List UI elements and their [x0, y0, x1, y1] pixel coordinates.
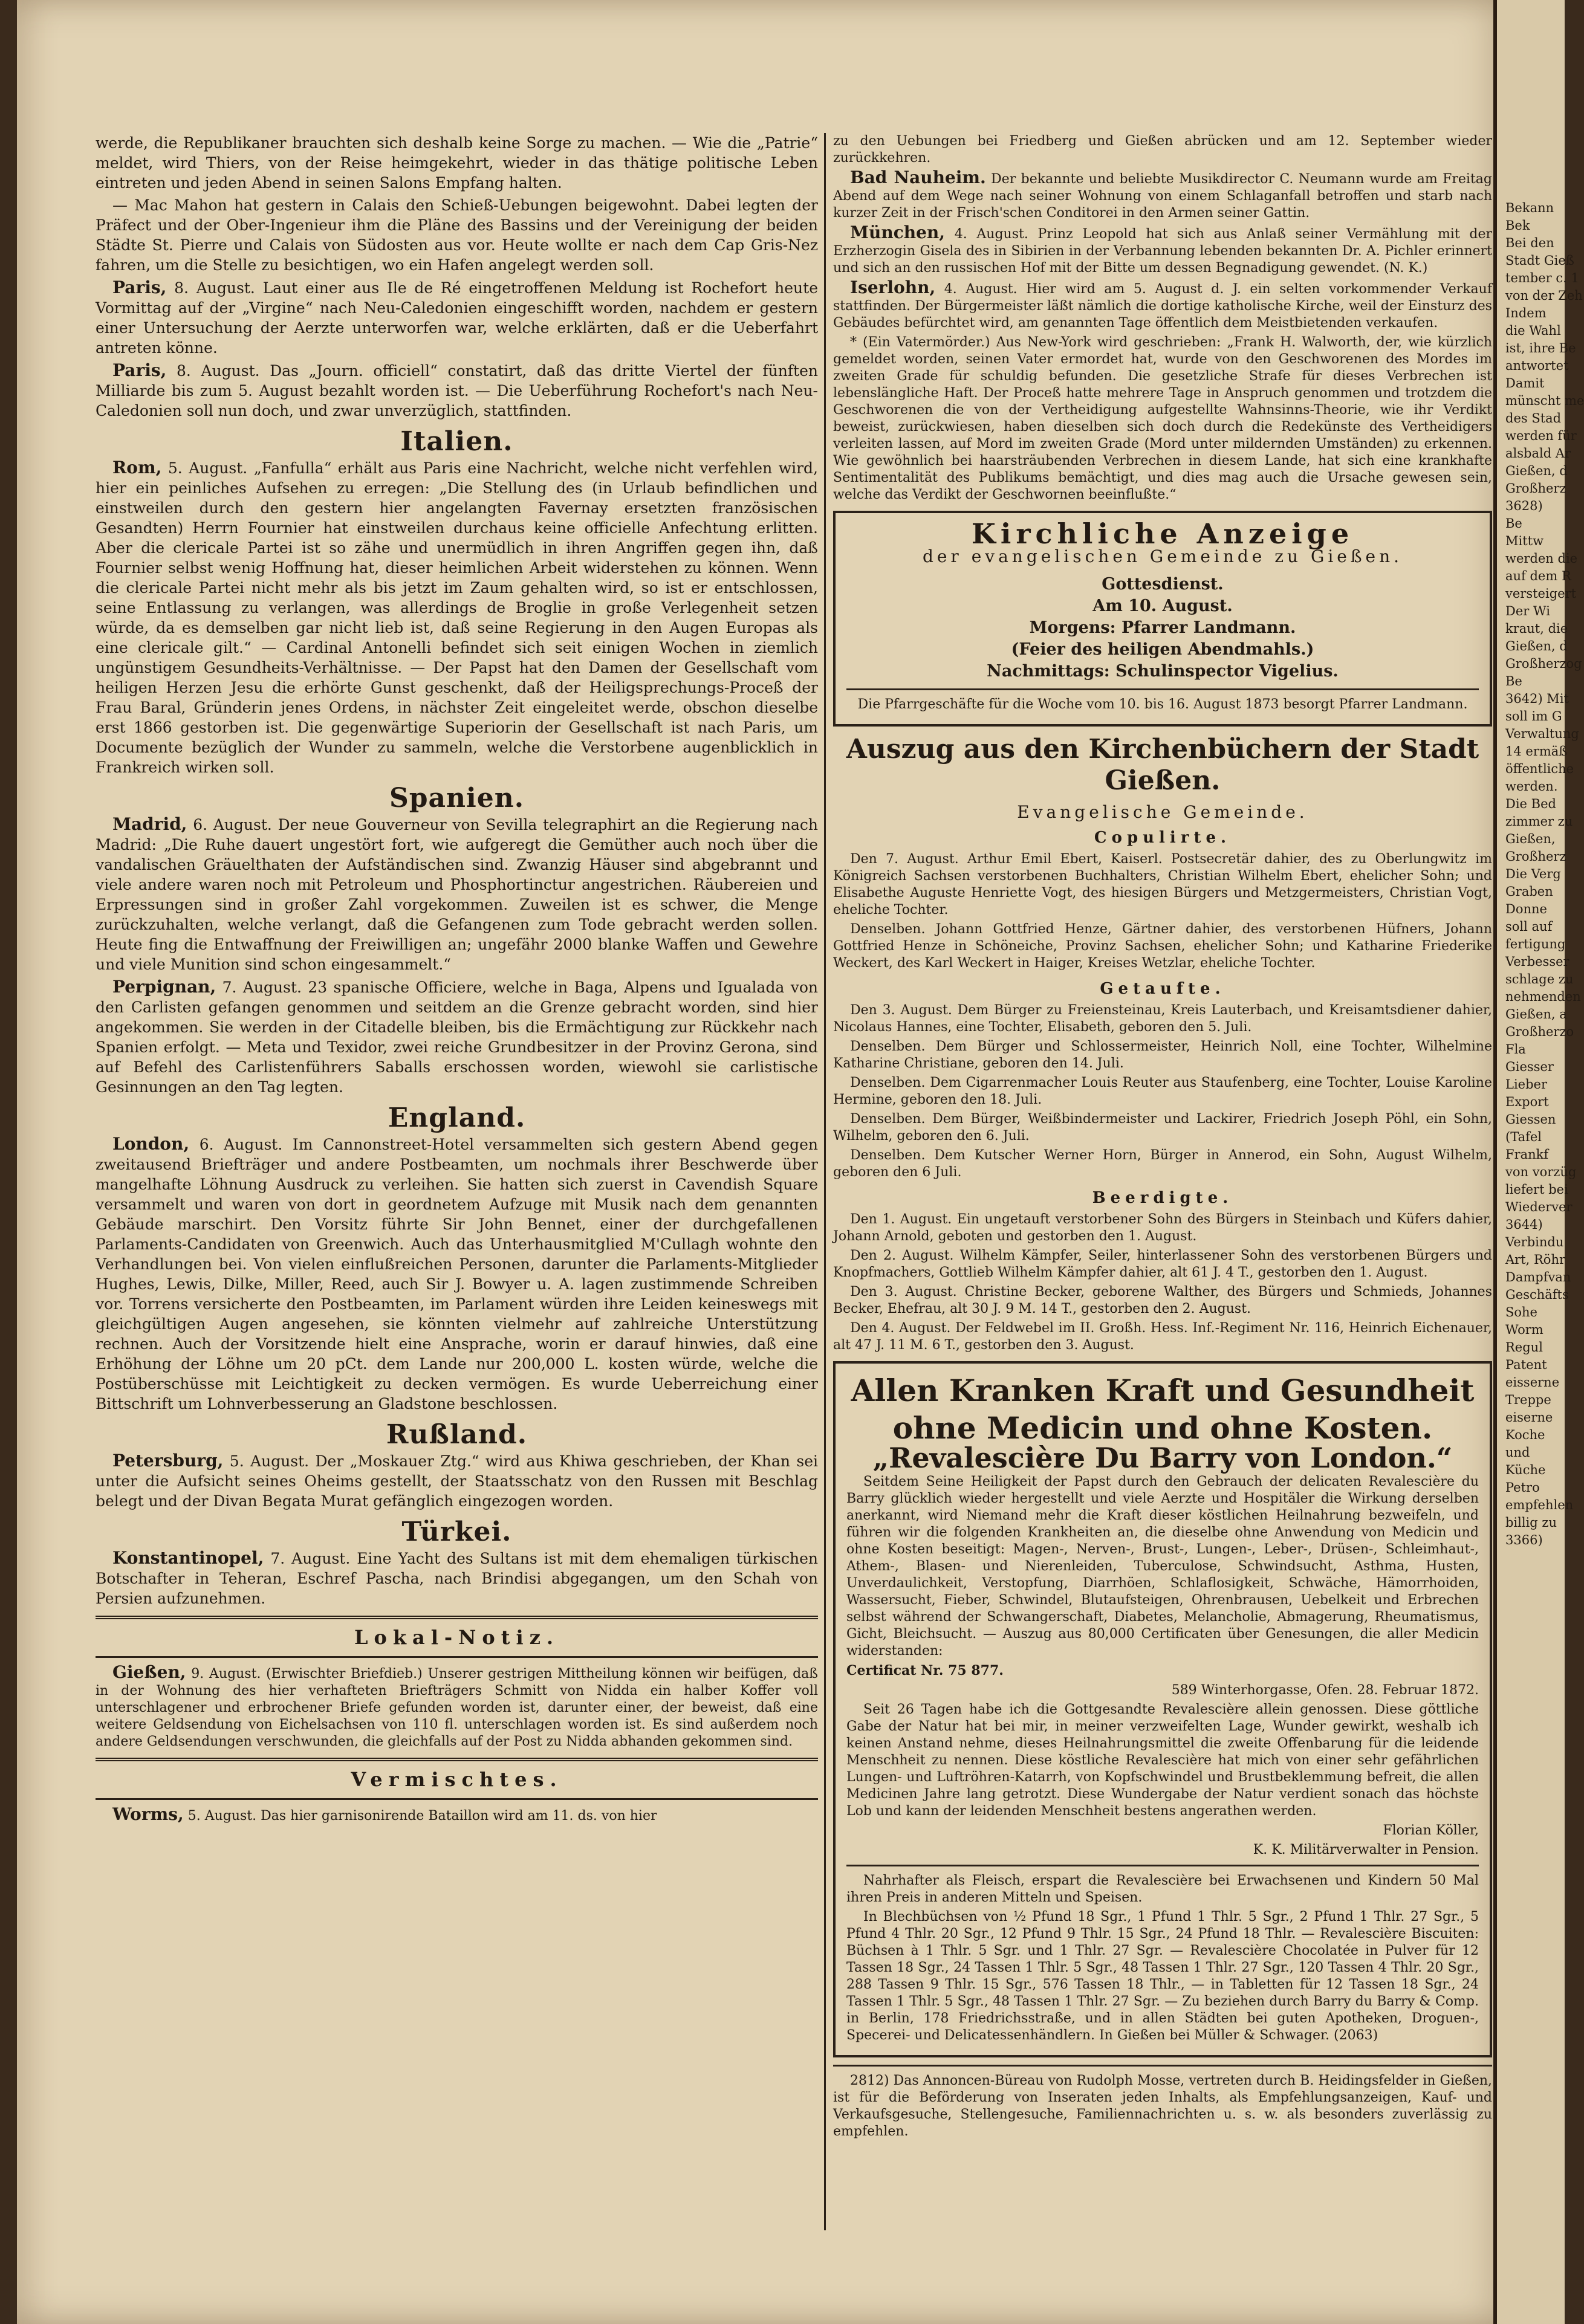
adjacent-page-fragment: 3628): [1505, 499, 1543, 513]
news-continuation: zu den Uebungen bei Friedberg und Gießen abrücken und am 12. September wieder zurückkehren.: [833, 134, 1492, 166]
section-rule: [96, 1758, 818, 1761]
section-heading-tuerkei: Türkei.: [401, 1516, 512, 1547]
adjacent-page-fragment: Großherzog: [1505, 656, 1582, 671]
news-text: 8. August. Das „Journ. officiell“ constatirt, daß das dritte Viertel der fünften Milliarde bis zum 5. August bezahlt worden ist. — Die Ueberführung Rochefort's nach Neu-Caledonien soll nun doch, und zwar unverzüglich, stattfinden.: [96, 362, 818, 419]
news-text: 4. August. Hier wird am 5. August d. J. ein selten vorkommender Verkauf stattfinden. Der Bürgermeister läßt nämlich die dortige katholische Kirche, weil der Einsturz des Gebäudes befürchtet wird, am genannten Tage öffentlich dem Meistbietenden verkaufen.: [833, 282, 1492, 331]
adjacent-page-fragment: 3644): [1505, 1217, 1543, 1232]
register-entry: Denselben. Johann Gottfried Henze, Gärtner dahier, des verstorbenen Hüfners, Johann Gottfried Henze in Schöneiche, Provinz Sachsen, ehelicher Sohn; und Katharine Friederike Weckert, des Karl Weckert in Haiger, Kreises Wetzlar, eheliche Tochter.: [833, 922, 1492, 971]
adjacent-page-fragment: münscht me: [1505, 393, 1584, 408]
adjacent-page-fragment: Frankf: [1505, 1147, 1549, 1162]
register-subtitle: Evangelische Gemeinde.: [1017, 802, 1308, 822]
ad-price-list: In Blechbüchsen von ½ Pfund 18 Sgr., 1 Pfund 1 Thlr. 5 Sgr., 2 Pfund 1 Thlr. 27 Sgr., 5 Pfund 4 Thlr. 20 Sgr., 12 Pfund 9 Thlr. 15 Sgr., 24 Pfund 18 Thlr. — Revalescière Biscuiten: Büchsen à 1 Thlr. 5 Sgr. und 1 Thlr. 27 Sgr. — Revalescière Chocolatée in Pulver für 12 Tassen 18 Sgr., 24 Tassen 1 Thlr. 5 Sgr., 48 Tassen 1 Thlr. 27 Sgr., 120 Tassen 4 Thlr. 20 Sgr., 288 Tassen 9 Thlr. 15 Sgr., 576 Tassen 18 Thlr., — in Tabletten für 12 Tassen 18 Sgr., 24 Tassen 1 Thlr. 5 Sgr., 48 Tassen 1 Thlr. 27 Sgr. — Zu beziehen durch Barry du Barry & Comp. in Berlin, 178 Friedrichsstraße, und in allen Städten bei guten Apotheken, Droguen-, Specerei- und Delicatessenhändlern. In Gießen bei Müller & Schwager. (2063): [846, 1909, 1479, 2043]
register-entry: Den 4. August. Der Feldwebel im II. Großh. Hess. Inf.-Regiment Nr. 116, Heinrich Eichenauer, alt 47 J. 11 M. 6 T., gestorben den 3. August.: [833, 1321, 1492, 1353]
box-rule: [846, 688, 1479, 690]
ad-paragraph: Seit 26 Tagen habe ich die Gottgesandte Revalescière allein genossen. Diese göttliche Gabe der Natur hat bei mir, in meiner verzweifelten Lage, Wunder gewirkt, weshalb ich keinen Anstand nehme, dieses Heilnahrungsmittel die zweite Offenbarung für die leidende Menschheit zu nennen. Diese köstliche Revalescière hat mich von einer sehr gefährlichen Lungen- und Luftröhren-Katarrh, von Kopfschwindel und Brustbeklemmung befreit, die allen Medicinen Jahre lang getrotzt. Diese Wundergabe der Natur verdient sonach das höchste Lob und kann der leidenden Menschheit bestens angerathen werden.: [846, 1702, 1479, 1819]
register-entry: Denselben. Dem Cigarrenmacher Louis Reuter aus Staufenberg, eine Tochter, Louise Karoline Hermine, geboren den 18. Juli.: [833, 1075, 1492, 1107]
column-divider: [824, 133, 826, 2230]
register-heading-copulirte: Copulirte.: [1094, 829, 1232, 847]
adjacent-page-fragment: Indem: [1505, 306, 1547, 320]
ad-paragraph: Seitdem Seine Heiligkeit der Papst durch den Gebrauch der delicaten Revalescière du Barry glücklich wieder hergestellt und viele Aerzte und Hospitäler die Wirkung derselben anerkannt, wird Niemand mehr die Kraft dieser köstlichen Heilnahrung bezweifeln, und führen wir die folgenden Krankheiten an, die dieselbe ohne Anwendung von Medicin und ohne Kosten beseitigt: Magen-, Nerven-, Brust-, Lungen-, Leber-, Drüsen-, Schleimhaut-, Athem-, Blasen- und Nierenleiden, Tuberculose, Schwindsucht, Asthma, Husten, Unverdaulichkeit, Verstopfung, Diarrhöen, Schlaflosigkeit, Schwäche, Hämorrhoiden, Wassersucht, Fieber, Schwindel, Blutaufsteigen, Ohrenbrausen, Uebelkeit und Erbrechen selbst während der Schwangerschaft, Diabetes, Melancholie, Abmagerung, Rheumatismus, Gicht, Bleichsucht. — Auszug aus 80,000 Certificaten über Genesungen, die aller Medicin widerstanden:: [846, 1474, 1479, 1659]
news-text: 5. August. Das hier garnisonirende Bataillon wird am 11. ds. von hier: [187, 1808, 657, 1824]
news-item: [833, 279, 1492, 332]
register-entry: Den 3. August. Christine Becker, geborene Walther, des Bürgers und Schmieds, Johannes Becker, Ehefrau, alt 30 J. 9 M. 14 T., gestorben den 2. August.: [833, 1284, 1492, 1316]
adjacent-page-fragment: Verwaltung: [1505, 727, 1579, 741]
certificate-place-date: 589 Winterhorgasse, Ofen. 28. Februar 1872.: [1171, 1683, 1479, 1698]
section-rule: [96, 1616, 818, 1619]
section-heading-england: England.: [388, 1102, 526, 1133]
dateline: Rom,: [112, 458, 162, 477]
right-column: [833, 133, 1492, 2143]
adjacent-page-fragment: Giessen: [1505, 1112, 1556, 1127]
adjacent-page-fragment: zimmer zu: [1505, 814, 1573, 829]
adjacent-page-fragment: 3642) Mit: [1505, 691, 1569, 706]
adjacent-page-fragment: liefert bei: [1505, 1182, 1568, 1197]
service-afternoon: Nachmittags: Schulinspector Vigelius.: [987, 662, 1339, 681]
adjacent-page-fragment: Großherz: [1505, 849, 1566, 864]
adjacent-page-fragment: Dampfvan: [1505, 1270, 1571, 1284]
revalesciere-advertisement: [833, 1361, 1492, 2057]
news-item: * (Ein Vatermörder.) Aus New-York wird geschrieben: „Frank H. Walworth, der, wie kürzlich gemeldet worden, seinen Vater ermordet hat, wurde von den Geschworenen des Mordes im zweiten Grade für schuldig befunden. Die gesetzliche Strafe für dieses Verbrechen ist lebenslängliche Haft. Der Proceß hatte mehrere Tage in Anspruch genommen und trotzdem die Geschworenen die von der Vertheidigung aufgestellte Wahnsinns-Theorie, wie ihr Verdikt beweist, zurückwiesen, haben dieselben sich doch durch die Redekünste des Vertheidigers verleiten lassen, auf Mord im zweiten Grade (Mord unter mildernden Umständen) zu erkennen. Wie gewöhnlich bei haarsträubenden Verbrechen in diesem Lande, hat sich eine krankhafte Sentimentalität des Publikums bemächtigt, und dies mag auch die Ursache gewesen sein, welche das Verdikt der Geschwornen beeinflußte.“: [833, 335, 1492, 502]
article-paragraph: — Mac Mahon hat gestern in Calais den Schieß-Uebungen beigewohnt. Dabei legten der Präfect und der Ober-Ingenieur ihm die Pläne des Bassins und der Vereinigung der beiden Städte St. Pierre und Calais von Südosten aus vor. Heute wollte er nach dem Cap Gris-Nez fahren, um die Stelle zu besichtigen, wo ein Hafen angelegt werden soll.: [96, 196, 818, 274]
adjacent-page-fragment: Donne: [1505, 902, 1547, 916]
adjacent-page-fragment: Gießen, a: [1505, 1007, 1567, 1021]
article-paragraph: werde, die Republikaner brauchten sich deshalb keine Sorge zu machen. — Wie die „Patrie“ meldet, wird Thiers, von der Reise heimgekehrt, wieder in das thätige politische Leben eintreten und jeden Abend in seinen Salons Empfang halten.: [96, 134, 818, 192]
register-title: Auszug aus den Kirchenbüchern der Stadt Gießen.: [846, 734, 1479, 796]
register-entry: Denselben. Dem Bürger, Weißbindermeister und Lackirer, Friedrich Joseph Pöhl, ein Sohn, Wilhelm, geboren den 6. Juli.: [833, 1112, 1492, 1144]
section-heading-russland: Rußland.: [386, 1419, 528, 1450]
adjacent-page-fragment: eiserne: [1505, 1410, 1553, 1425]
adjacent-page-fragment: Be: [1505, 674, 1522, 688]
news-item: [96, 1548, 818, 1608]
ad-title: Allen Kranken Kraft und Gesundheit ohne Medicin und ohne Kosten.: [851, 1373, 1475, 1446]
news-text: 5. August. „Fanfulla“ erhält aus Paris eine Nachricht, welche nicht verfehlen wird, hier ein peinliches Aufsehen zu erregen: „Die Stellung des (in Urlaub befindlichen und einstweilen durch den gestern hier angelangten Favernay ersetzten französischen Gesandten) Herrn Fournier hat einstweilen durchaus keine officielle Anfechtung erlitten. Aber die clericale Partei ist so zähe und unermüdlich in ihren Angriffen gegen ihn, daß Fournier selbst wenig Hoffnung hat, dieser heimlichen Arbeit widerstehen zu können. Wenn die clericale Partei nicht mehr als bis jetzt im Zaum gehalten wird, so ist er entschlossen, seine Entlassung zu verlangen, was allerdings de Broglie in große Verlegenheit setzen würde, da es demselben gar nicht lieb ist, daß seine Regierung in den Augen Europas als eine clericale gilt.“ — Cardinal Antonelli befindet sich seit einigen Wochen in ziemlich ungünstigem Gesundheits-Verhältnisse. — Der Papst hat den Damen der Gesellschaft vom heiligen Herzen Jesu die erhörte Gunst geschenkt, daß der Heiligsprechungs-Proceß der Frau Baral, Gründerin jenes Ordens, in nächster Zeit eingeleitet werde, obschon dieselbe erst 1866 gestorben ist. Die gegenwärtige Superiorin der Gesellschaft ist nach Paris, um Documente bezüglich der Wunder zu sammeln, welche die Verstorbene augenblicklich in Frankreich wirken soll.: [96, 459, 818, 776]
adjacent-page-fragment: nehmenden: [1505, 989, 1581, 1004]
ad-signature-title: K. K. Militärverwalter in Pension.: [1253, 1842, 1479, 1857]
adjacent-page-fragment: schlage zu: [1505, 972, 1574, 986]
news-text: 8. August. Laut einer aus Ile de Ré eingetroffenen Meldung ist Rochefort heute Vormittag auf der „Virgine“ nach Neu-Caledonien eingeschifft worden, nachdem er gestern einer Untersuchung der Aerzte unterworfen war, welche erklärten, daß er die Ueberfahrt antreten könne.: [96, 279, 818, 357]
ad-rule: [846, 1865, 1479, 1866]
register-entry: Den 1. August. Ein ungetauft verstorbener Sohn des Bürgers in Steinbach und Küfers dahier, Johann Arnold, geboten und gestorben den 1. August.: [833, 1212, 1492, 1244]
mosse-advertisement: 2812) Das Annoncen-Büreau von Rudolph Mosse, vertreten durch B. Heidingsfelder in Gießen, ist für die Beförderung von Inseraten jeden Inhalts, als Empfehlungsanzeigen, Kauf- und Verkaufsgesuche, Stellengesuche, Familiennachrichten u. s. w. als besonders zuverlässig zu empfehlen.: [833, 2073, 1492, 2139]
adjacent-page-fragment: Verbesser: [1505, 954, 1569, 969]
adjacent-page-strip: [1493, 0, 1584, 2324]
ad-subtitle: „Revalescière Du Barry von London.“: [872, 1442, 1453, 1474]
newspaper-page: [17, 0, 1516, 2324]
adjacent-page-fragment: Lieber: [1505, 1077, 1547, 1092]
adjacent-page-fragment: von vorzüg: [1505, 1165, 1577, 1179]
section-rule: [96, 1798, 818, 1800]
adjacent-page-fragment: soll im G: [1505, 709, 1562, 723]
adjacent-page-fragment: (Tafel: [1505, 1130, 1542, 1144]
church-notice-subtitle: der evangelischen Gemeinde zu Gießen.: [922, 546, 1403, 566]
certificate-number: Certificat Nr. 75 877.: [846, 1663, 1004, 1678]
news-text: 6. August. Im Cannonstreet-Hotel versammelten sich gestern Abend gegen zweitausend Briefträger und andere Postbeamten, um nochmals ihrer Beschwerde über mangelhafte Löhnung Ausdruck zu verleihen. Sie hatten sich zuerst in Cavendish Square versammelt und waren von dort in geordnetem Aufzuge mit Musik nach dem genannten Gebäude marschirt. Den Vorsitz führte Sir John Bennet, einer der durchgefallenen Parlaments-Candidaten von Greenwich. Auch das Unterhausmitglied M'Cullagh wohnte den Verhandlungen bei. Von vielen einflußreichen Personen, darunter die Parlaments-Mitglieder Hughes, Lewis, Dilke, Miller, Reed, auch Sir J. Bowyer u. A. lagen zustimmende Schreiben vor. Torrens versicherte den Postbeamten, im Parlament würden ihre Leiden keineswegs mit gleichgültigen Augen angesehen, sie könnten vielmehr auf zahlreiche Unterstützung rechnen. Auch der Vorsitzende hielt eine Ansprache, worin er darauf hinwies, daß eine Erhöhung der Löhne um 20 pCt. dem Lande nur 200,000 L. kosten würde, welche die Postüberschüsse mit Leichtigkeit zu decken vermögen. Es wurde Ueberreichung einer Bittschrift um Lohnverbesserung an Gladstone beschlossen.: [96, 1136, 818, 1413]
section-heading-vermischtes: Vermischtes.: [351, 1768, 563, 1791]
news-text: 5. August. Der „Moskauer Ztg.“ wird aus Khiwa geschrieben, der Khan sei unter die Aufsicht seines Oheims gestellt, der Staatsschatz von den Russen mit Beschlag belegt und der Divan Begata Murat gefänglich eingezogen worden.: [96, 1452, 818, 1510]
dateline: Gießen,: [112, 1662, 186, 1682]
adjacent-page-fragment: Die Verg: [1505, 867, 1561, 881]
adjacent-page-fragment: Export: [1505, 1095, 1549, 1109]
adjacent-page-fragment: Bei den: [1505, 236, 1554, 250]
adjacent-page-fragment: 3366): [1505, 1533, 1543, 1547]
adjacent-page-fragment: Die Bed: [1505, 797, 1556, 811]
dateline: Madrid,: [112, 814, 187, 834]
adjacent-page-fragment: Mittw: [1505, 534, 1544, 548]
adjacent-page-fragment: öffentliche: [1505, 762, 1574, 776]
adjacent-page-fragment: Stadt Gieß: [1505, 253, 1574, 268]
adjacent-page-fragment: soll auf: [1505, 919, 1553, 934]
adjacent-page-fragment: fertigung: [1505, 937, 1566, 951]
register-entry: Den 7. August. Arthur Emil Ebert, Kaiserl. Postsecretär dahier, des zu Oberlungwitz im Königreich Sachsen verstorbenen Buchhalters, Christian Wilhelm Ebert, ehelicher Sohn; und Elisabethe Auguste Henriette Vogt, des hiesigen Bürgers und Metzgermeisters, Christian Vogt, eheliche Tochter.: [833, 852, 1492, 918]
news-item: [833, 169, 1492, 222]
dateline: London,: [112, 1134, 190, 1154]
dateline: München,: [850, 222, 946, 242]
register-entry: Den 2. August. Wilhelm Kämpfer, Seiler, hinterlassener Sohn des verstorbenen Bürgers und Knopfmachers, Gottlieb Wilhelm Kämpfer dahier, alt 61 J. 4 T., gestorben den 1. August.: [833, 1248, 1492, 1280]
adjacent-page-fragment: Bekann: [1505, 201, 1554, 215]
adjacent-page-fragment: eisserne: [1505, 1375, 1560, 1390]
adjacent-page-fragment: von der Zeh: [1505, 288, 1583, 303]
adjacent-page-fragment: empfehlen: [1505, 1498, 1574, 1512]
service-date: Am 10. August.: [1092, 597, 1233, 615]
adjacent-page-fragment: Gießen, d: [1505, 639, 1568, 653]
dateline: Konstantinopel,: [112, 1548, 264, 1568]
news-item: [96, 277, 818, 358]
news-item: [96, 977, 818, 1097]
adjacent-page-fragment: Be: [1505, 516, 1522, 531]
ad-certificate: [846, 1662, 1479, 1680]
adjacent-page-fragment: Gießen, d: [1505, 464, 1568, 478]
adjacent-page-fragment: Verbindu: [1505, 1235, 1564, 1249]
adjacent-page-fragment: auf dem R: [1505, 569, 1571, 583]
register-entry: Den 3. August. Dem Bürger zu Freiensteinau, Kreis Lauterbach, und Kreisamtsdiener dahier, Nicolaus Hannes, eine Tochter, Elisabeth, geboren den 5. Juli.: [833, 1003, 1492, 1035]
adjacent-page-fragment: Gießen,: [1505, 832, 1556, 846]
register-heading-beerdigte: Beerdigte.: [1092, 1189, 1233, 1207]
adjacent-page-fragment: Fla: [1505, 1042, 1526, 1057]
news-text: 9. August. (Erwischter Briefdieb.) Unserer gestrigen Mittheilung können wir beifügen, daß in der Wohnung des hier verhafteten Briefträgers Schmitt von Nidda ein halber Koffer voll unterschlagener und erbrochener Briefe gefunden worden ist, darunter einer, der beweist, daß eine weitere Geldsendung von Eichelsachsen von 110 fl. unterschlagen worden ist. Es sind außerdem noch andere Geldsendungen verschwunden, die gleichfalls auf der Post zu Nidda abhanden gekommen sind.: [96, 1666, 818, 1749]
adjacent-page-fragment: Koche: [1505, 1428, 1545, 1442]
adjacent-page-fragment: Sohe: [1505, 1305, 1537, 1319]
adjacent-page-fragment: Großherzo: [1505, 1024, 1574, 1039]
adjacent-page-fragment: billig zu: [1505, 1515, 1557, 1530]
adjacent-page-fragment: Bek: [1505, 218, 1530, 233]
adjacent-page-fragment: Patent: [1505, 1358, 1547, 1372]
news-item: [96, 360, 818, 421]
register-entry: Denselben. Dem Kutscher Werner Horn, Bürger in Annerod, ein Sohn, August Wilhelm, geboren den 6 Juli.: [833, 1148, 1492, 1180]
news-item: [96, 814, 818, 974]
news-item: [96, 458, 818, 777]
left-column: [96, 133, 818, 1827]
news-text: 7. August. 23 spanische Officiere, welche in Baga, Alpens und Igualada von den Carlisten gefangen genommen und seitdem an die Grenze gebracht worden, sind hier angekommen. Sie werden in der Citadelle bleiben, bis die Ermächtigung zur Rückkehr nach Spanien erfolgt. — Meta und Texidor, zwei reiche Grundbesitzer in der Provinz Gerona, sind auf Befehl des Carlistenführers Saballs erschossen worden, wiewohl sie carlistische Gesinnungen an den Tag legten.: [96, 979, 818, 1096]
adjacent-page-fragment: Art, Röhr: [1505, 1252, 1566, 1267]
news-item: [96, 1664, 818, 1750]
adjacent-page-fragment: Giesser: [1505, 1060, 1554, 1074]
adjacent-page-fragment: Graben: [1505, 884, 1553, 899]
service-note: (Feier des heiligen Abendmahls.): [1011, 640, 1314, 659]
register-entry: Denselben. Dem Bürger und Schlossermeister, Heinrich Noll, eine Tochter, Wilhelmine Katharine Christiane, geboren den 14. Juli.: [833, 1039, 1492, 1071]
adjacent-page-fragment: alsbald Ar: [1505, 446, 1571, 461]
adjacent-page-fragment: Geschäfts: [1505, 1287, 1569, 1302]
ad-signature-name: Florian Köller,: [1383, 1823, 1479, 1838]
adjacent-page-fragment: kraut, die: [1505, 621, 1568, 636]
adjacent-page-fragment: Großherz: [1505, 481, 1566, 496]
church-notice-box: [833, 511, 1492, 727]
parish-duties: Die Pfarrgeschäfte für die Woche vom 10. bis 16. August 1873 besorgt Pfarrer Landmann.: [857, 697, 1468, 712]
section-heading-italien: Italien.: [400, 426, 513, 457]
dateline: Bad Nauheim.: [850, 167, 986, 187]
service-heading: Gottesdienst.: [1102, 575, 1224, 594]
section-heading-spanien: Spanien.: [389, 783, 525, 814]
adjacent-page-fragment: Worm: [1505, 1322, 1543, 1337]
dateline: Paris,: [112, 360, 167, 380]
dateline: Worms,: [112, 1804, 184, 1824]
dateline: Iserlohn,: [850, 277, 936, 297]
adjacent-page-fragment: Küche: [1505, 1463, 1546, 1477]
adjacent-page-fragment: Treppe: [1505, 1393, 1551, 1407]
ad-paragraph: Nahrhafter als Fleisch, erspart die Revalescière bei Erwachsenen und Kindern 50 Mal ihren Preis in anderen Mitteln und Speisen.: [846, 1873, 1479, 1905]
news-item: [96, 1134, 818, 1414]
news-text: Der bekannte und beliebte Musikdirector C. Neumann wurde am Freitag Abend auf dem Wege nach seiner Wohnung von einem Schlaganfall betroffen und starb nach kurzer Zeit in der Frisch'schen Conditorei in den Armen seiner Gattin.: [833, 172, 1492, 221]
section-rule: [833, 2065, 1492, 2067]
adjacent-page-fragment: Wiederver: [1505, 1200, 1573, 1214]
adjacent-page-fragment: Damit: [1505, 376, 1545, 390]
dateline: Petersburg,: [112, 1451, 224, 1471]
adjacent-page-fragment: Petro: [1505, 1480, 1540, 1495]
adjacent-page-fragment: werden.: [1505, 779, 1558, 794]
adjacent-page-fragment: Regul: [1505, 1340, 1543, 1355]
adjacent-page-fragment: werden die: [1505, 551, 1578, 566]
adjacent-page-fragment: des Stad: [1505, 411, 1562, 426]
news-text: 4. August. Prinz Leopold hat sich aus Anlaß seiner Vermählung mit der Erzherzogin Gisela des in Sibirien in der Verbannung lebenden bekannten Dr. A. Pichler erinnert und sich an den russischen Hof mit der Bitte um dessen Begnadigung gewendet. (N. K.): [833, 227, 1492, 276]
adjacent-page-fragment: ist, ihre Be: [1505, 341, 1576, 355]
service-list: [846, 574, 1479, 682]
section-heading-lokal: Lokal-Notiz.: [354, 1626, 560, 1649]
adjacent-page-fragment: Der Wi: [1505, 604, 1550, 618]
dateline: Perpignan,: [112, 977, 216, 997]
adjacent-page-fragment: und: [1505, 1445, 1530, 1460]
news-item: [96, 1806, 818, 1825]
news-text: 6. August. Der neue Gouverneur von Sevilla telegraphirt an die Regierung nach Madrid: „Die Ruhe dauert ungestört fort, wie aufgeregt die Gemüther auch noch über die vandalischen Gräuelthaten der Aufständischen sind. Zwanzig Häuser sind abgebrannt und viele andere waren noch mit Petroleum und Phosphortinctur angestrichen. Räubereien und Erpressungen sind in großer Zahl vorgekommen. Zuweilen ist es schwer, die Menge zurückzuhalten, welche verlangt, daß die Gefangenen zum Tode gebracht werden sollen. Heute fing die Entwaffnung der Freiwilligen an; ungefähr 2000 blanke Waffen und Gewehre und viele Munition sind schon eingesammelt.“: [96, 816, 819, 973]
service-morning: Morgens: Pfarrer Landmann.: [1029, 618, 1296, 637]
dateline: Paris,: [112, 277, 167, 297]
register-heading-getaufte: Getaufte.: [1100, 980, 1225, 998]
news-item: [96, 1451, 818, 1511]
adjacent-page-fragment: die Wahl: [1505, 323, 1561, 338]
adjacent-page-fragment: tember c. 1: [1505, 271, 1579, 285]
adjacent-page-fragment: antwortet: [1505, 358, 1569, 373]
church-notice-title: Kirchliche Anzeige: [971, 517, 1354, 550]
section-rule: [96, 1656, 818, 1658]
news-item: [833, 224, 1492, 277]
adjacent-page-fragment: versteigert: [1505, 586, 1577, 601]
news-text: 7. August. Eine Yacht des Sultans ist mit dem ehemaligen türkischen Botschafter in Teheran, Eschref Pascha, nach Brindisi abgegangen, um den Schah von Persien aufzunehmen.: [96, 1550, 819, 1607]
adjacent-page-fragment: werden für: [1505, 429, 1577, 443]
adjacent-page-fragment: 14 ermäß: [1505, 744, 1568, 759]
